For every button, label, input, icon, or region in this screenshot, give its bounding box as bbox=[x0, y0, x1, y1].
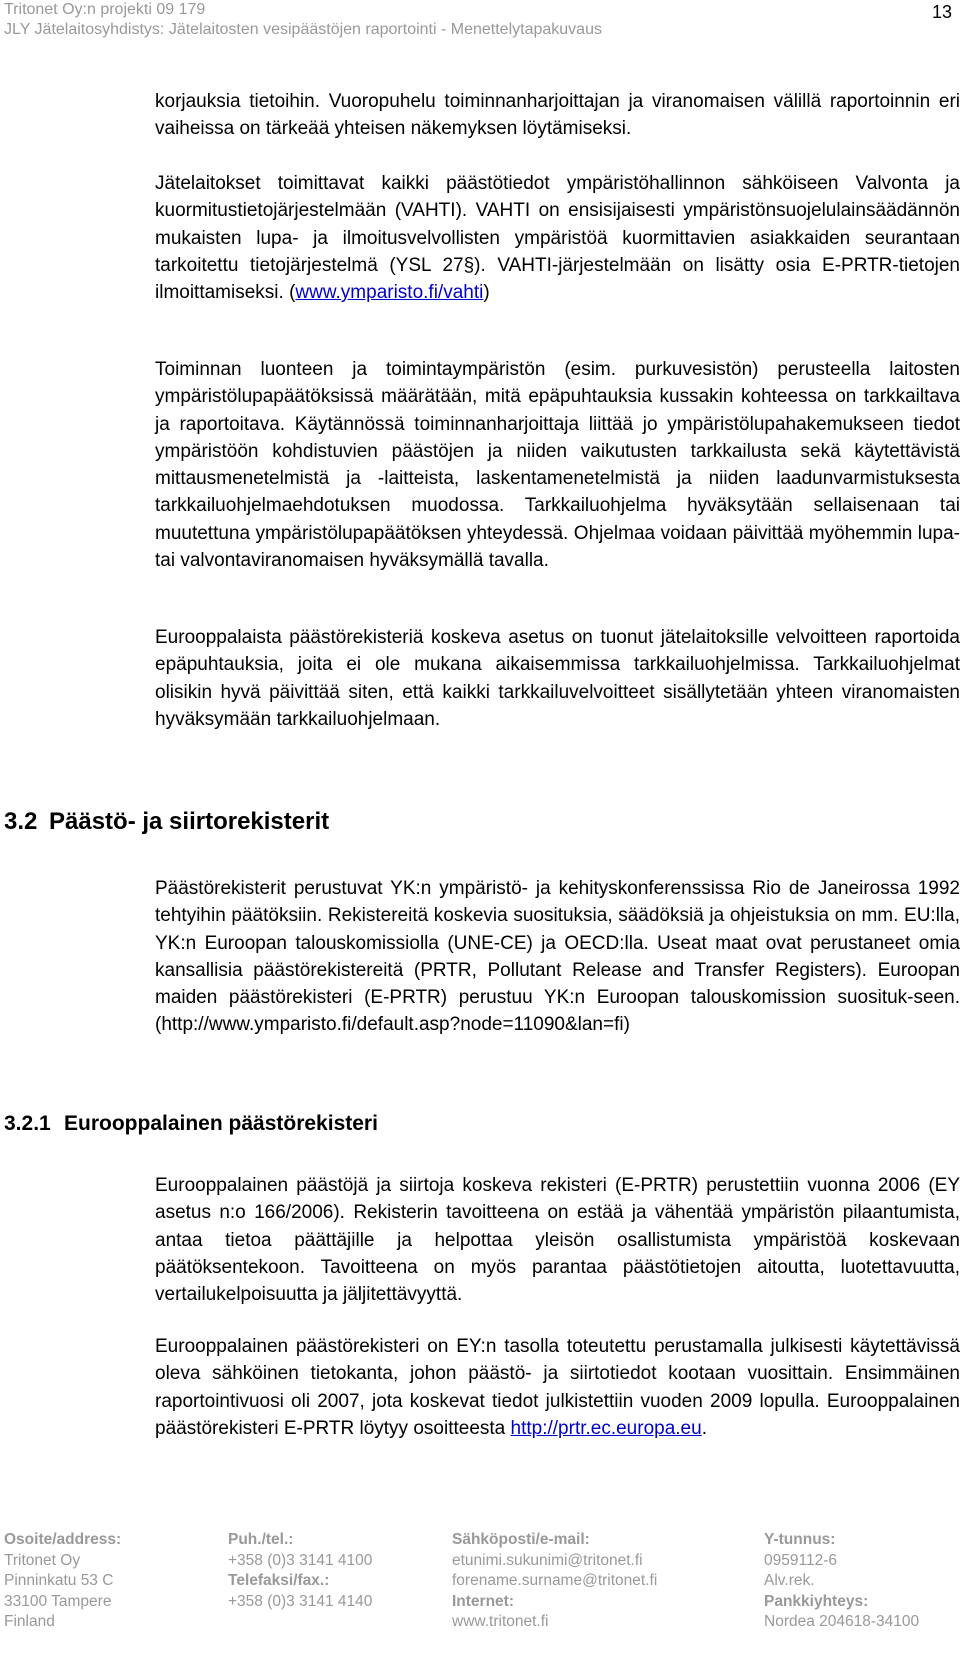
paragraph-6-text: Eurooppalainen päästöjä ja siirtoja koskeva rekisteri (E-PRTR) perustettiin vuonna 2006 (EY asetus n:o 166/2006). Rekisterin tavoitteena on estää ja vähentää ympäristön pilaantumista, antaa tietoa päättäjille ja helpottaa yleisön osallistumista ympäristöä koskevaan päätöksentekoon. Tavoitteena on myös parantaa päästötietojen aitoutta, luotettavuutta, vertailukelpoisuutta ja jäljitettävyyttä. bbox=[155, 1175, 960, 1306]
paragraph-2-text bbox=[155, 170, 960, 306]
header-title: JLY Jätelaitosyhdistys: Jätelaitosten vesipäästöjen raportointi - Menettelytapakuvaus bbox=[4, 21, 602, 38]
header-project: Tritonet Oy:n projekti 09 179 bbox=[4, 1, 206, 18]
paragraph-4 bbox=[155, 624, 960, 733]
bank-account: Nordea 204618-34100 bbox=[764, 1613, 920, 1630]
address-line: Finland bbox=[4, 1613, 55, 1630]
prtr-link[interactable]: http://prtr.ec.europa.eu bbox=[510, 1417, 702, 1439]
fax-label: Telefaksi/fax.: bbox=[228, 1572, 330, 1589]
paragraph-1-text: korjauksia tietoihin. Vuoropuhelu toiminnanharjoittajan ja viranomaisen välillä raportoinnin eri vaiheissa on tärkeää yhteisen näkemyksen löytämiseksi. bbox=[155, 91, 960, 140]
page-footer bbox=[0, 1530, 960, 1654]
paragraph-2-body: Jätelaitokset toimittavat kaikki päästötiedot ympäristöhallinnon sähköiseen Valvonta ja kuormitustietojärjestelmään (VAHTI). VAHTI on ensisijaisesti ympäristönsuojelulainsäädännön mukaisten lupa- ja ilmoitusvelvollisten ympäristöä kuormittavien asiakkaiden seurantaan tarkoitettu tietojärjestelmä (YSL 27§). VAHTI-järjestelmään on lisätty osia E-PRTR-tietojen ilmoittamiseksi. ( bbox=[155, 173, 960, 304]
footer-phone bbox=[228, 1530, 372, 1612]
paragraph-3 bbox=[155, 356, 960, 574]
paragraph-5 bbox=[155, 875, 960, 1039]
email-label: Sähköposti/e-mail: bbox=[452, 1531, 590, 1548]
footer-email bbox=[452, 1530, 657, 1633]
paragraph-2-end: ) bbox=[483, 282, 490, 304]
bank-label: Pankkiyhteys: bbox=[764, 1592, 869, 1610]
business-id-label: Y-tunnus: bbox=[764, 1531, 836, 1548]
section-number: 3.2 bbox=[4, 808, 38, 835]
page-header bbox=[0, 0, 960, 44]
subsection-number: 3.2.1 bbox=[4, 1112, 51, 1135]
vat-register: Alv.rek. bbox=[764, 1572, 815, 1589]
paragraph-3-text: Toiminnan luonteen ja toimintaympäristön (esim. purkuvesistön) perusteella laitosten ympäristölupapäätöksissä määrätään, mitä epäpuhtauksia kussakin kohteessa on tarkkailtava ja raportoitava. Käytännössä toiminnanharjoittaja liittää jo ympäristölupahakemukseen tiedot ympäristöön kohdistuvien päästöjen ja niiden vaikutusten tarkkailusta sekä käytettävistä mittausmenetelmistä ja -laitteista, laskentamenetelmistä ja niiden laadunvarmistuksesta tarkkailuohjelmaehdotuksen muodossa. Tarkkailuohjelma hyväksytään sellaisenaan tai muutettuna ympäristölupapäätöksen yhteydessä. Ohjelmaa voidaan päivittää myöhemmin lupa- tai valvontaviranomaisen hyväksymällä tavalla. bbox=[155, 359, 960, 572]
website: www.tritonet.fi bbox=[452, 1613, 549, 1630]
address-line: 33100 Tampere bbox=[4, 1592, 112, 1610]
subsection-title: Eurooppalainen päästörekisteri bbox=[64, 1112, 378, 1135]
paragraph-6 bbox=[155, 1172, 960, 1308]
vahti-link[interactable]: www.ymparisto.fi/vahti bbox=[295, 282, 484, 304]
footer-company bbox=[764, 1530, 919, 1633]
footer-address bbox=[4, 1530, 121, 1633]
internet-label: Internet: bbox=[452, 1592, 514, 1610]
address-label: Osoite/address: bbox=[4, 1531, 122, 1548]
phone-number: +358 (0)3 3141 4100 bbox=[228, 1551, 373, 1569]
section-heading-3-2 bbox=[4, 808, 329, 836]
paragraph-5-text: Päästörekisterit perustuvat YK:n ympäristö- ja kehityskonferenssissa Rio de Janeirossa 1992 tehtyihin päätöksiin. Rekistereitä koskevia suosituksia, säädöksiä ja ohjeistuksia on mm. EU:lla, YK:n Euroopan talouskomissiolla (UNE-CE) ja OECD:lla. Useat maat ovat perustaneet omia kansallisia päästörekistereitä (PRTR, Pollutant Release and Transfer Registers). Euroopan maiden päästörekisteri (E-PRTR) perustuu YK:n Euroopan talouskomission suosituk-seen. (http://www.ymparisto.fi/default.asp?node=11090&lan=fi) bbox=[155, 878, 960, 1036]
business-id: 0959112-6 bbox=[764, 1551, 837, 1569]
paragraph-1 bbox=[155, 88, 960, 143]
paragraph-7-text bbox=[155, 1333, 960, 1442]
paragraph-2 bbox=[155, 170, 960, 306]
paragraph-7-end: . bbox=[701, 1417, 707, 1439]
section-title: Päästö- ja siirtorekisterit bbox=[49, 808, 330, 835]
email-fi: etunimi.sukunimi@tritonet.fi bbox=[452, 1551, 643, 1569]
page-number: 13 bbox=[931, 2, 952, 22]
fax-number: +358 (0)3 3141 4140 bbox=[228, 1592, 373, 1610]
paragraph-4-text: Eurooppalaista päästörekisteriä koskeva asetus on tuonut jätelaitoksille velvoitteen raportoida epäpuhtauksia, joita ei ole mukana aikaisemmissa tarkkailuohjelmissa. Tarkkailuohjelmat olisikin hyvä päivittää siten, että kaikki tarkkailuvelvoitteet sisällytetään yhteen viranomaisten hyväksymään tarkkailuohjelmaan. bbox=[155, 627, 960, 730]
section-heading-3-2-1 bbox=[4, 1112, 378, 1136]
paragraph-7-body: Eurooppalainen päästörekisteri on EY:n tasolla toteutettu perustamalla julkisesti käytettävissä oleva sähköinen tietokanta, johon päästö- ja siirtotiedot kootaan vuosittain. Ensimmäinen raportointivuosi oli 2007, jota koskevat tiedot julkistettiin vuoden 2009 lopulla. Eurooppalainen päästörekisteri E-PRTR löytyy osoitteesta bbox=[155, 1336, 960, 1439]
phone-label: Puh./tel.: bbox=[228, 1531, 294, 1548]
address-line: Tritonet Oy bbox=[4, 1551, 81, 1569]
paragraph-7 bbox=[155, 1333, 960, 1442]
address-line: Pinninkatu 53 C bbox=[4, 1572, 114, 1589]
email-en: forename.surname@tritonet.fi bbox=[452, 1572, 658, 1589]
